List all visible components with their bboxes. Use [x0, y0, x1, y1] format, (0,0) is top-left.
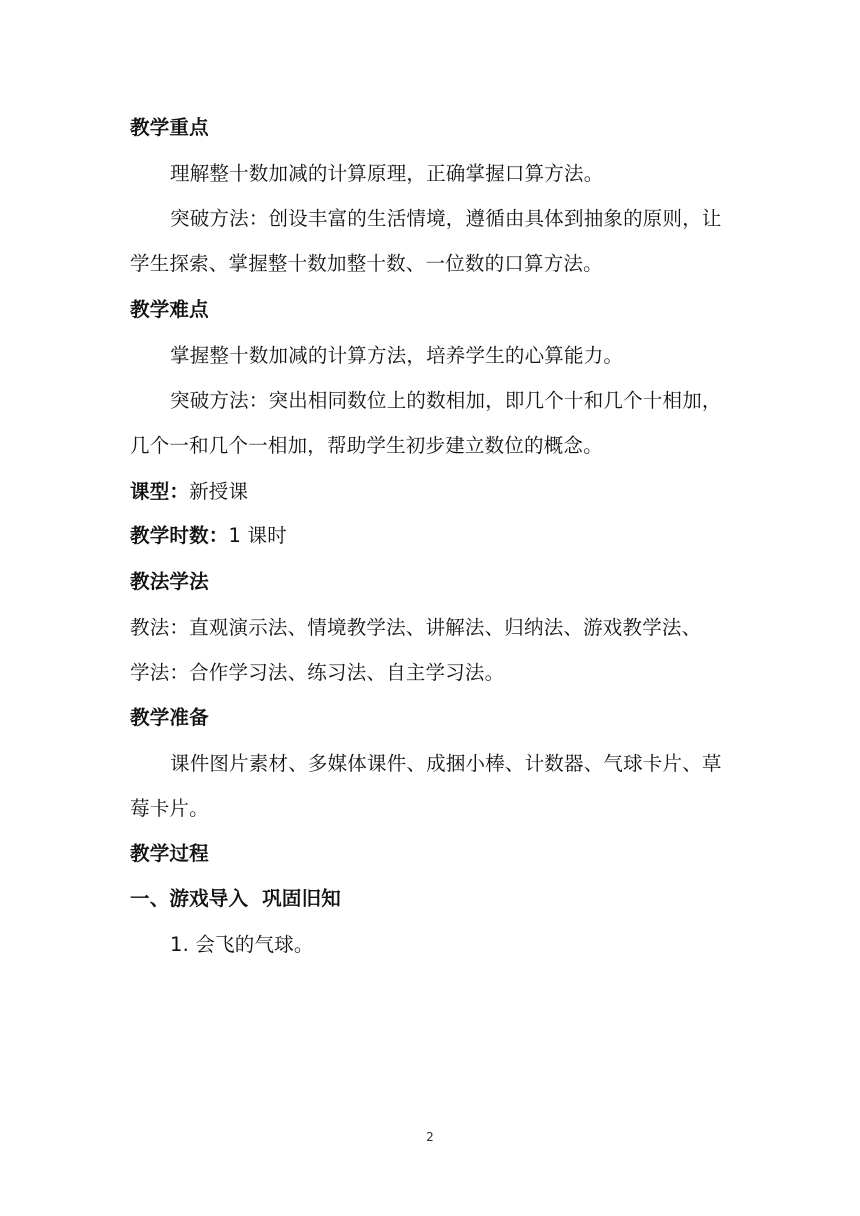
process-heading: 教学过程 [130, 842, 209, 865]
difficulties-method-line2: 几个一和几个一相加，帮助学生初步建立数位的概念。 [130, 434, 603, 457]
teaching-hours-value: 1 课时 [228, 524, 287, 547]
methods-heading: 教法学法 [130, 570, 209, 593]
lesson-type-value: 新授课 [189, 480, 249, 503]
process-part1-heading: 一、游戏导入 巩固旧知 [130, 887, 341, 910]
teaching-hours-label: 教学时数： [130, 524, 229, 547]
key-points-paragraph: 理解整十数加减的计算原理，正确掌握口算方法。 [170, 162, 604, 185]
teaching-methods: 教法：直观演示法、情境教学法、讲解法、归纳法、游戏教学法、 [130, 616, 702, 639]
difficulties-paragraph: 掌握整十数加减的计算方法，培养学生的心算能力。 [170, 344, 624, 367]
learning-methods: 学法：合作学习法、练习法、自主学习法。 [130, 661, 505, 684]
preparation-line2: 莓卡片。 [130, 797, 209, 820]
lesson-type-label: 课型： [130, 480, 190, 503]
preparation-line1: 课件图片素材、多媒体课件、成捆小棒、计数器、气球卡片、草 [170, 752, 722, 775]
page-number: 2 [426, 1130, 434, 1144]
lesson-type-line [130, 478, 740, 506]
preparation-heading: 教学准备 [130, 706, 209, 729]
teaching-hours-line [130, 522, 740, 550]
difficulties-method-line1: 突破方法：突出相同数位上的数相加，即几个十和几个十相加， [170, 389, 722, 412]
key-points-heading: 教学重点 [130, 116, 209, 139]
key-points-method-line1: 突破方法：创设丰富的生活情境，遵循由具体到抽象的原则，让 [170, 207, 722, 230]
process-item1: 1. 会飞的气球。 [170, 933, 314, 956]
difficulties-heading: 教学难点 [130, 298, 209, 321]
key-points-method-line2: 学生探索、掌握整十数加整十数、一位数的口算方法。 [130, 252, 603, 275]
